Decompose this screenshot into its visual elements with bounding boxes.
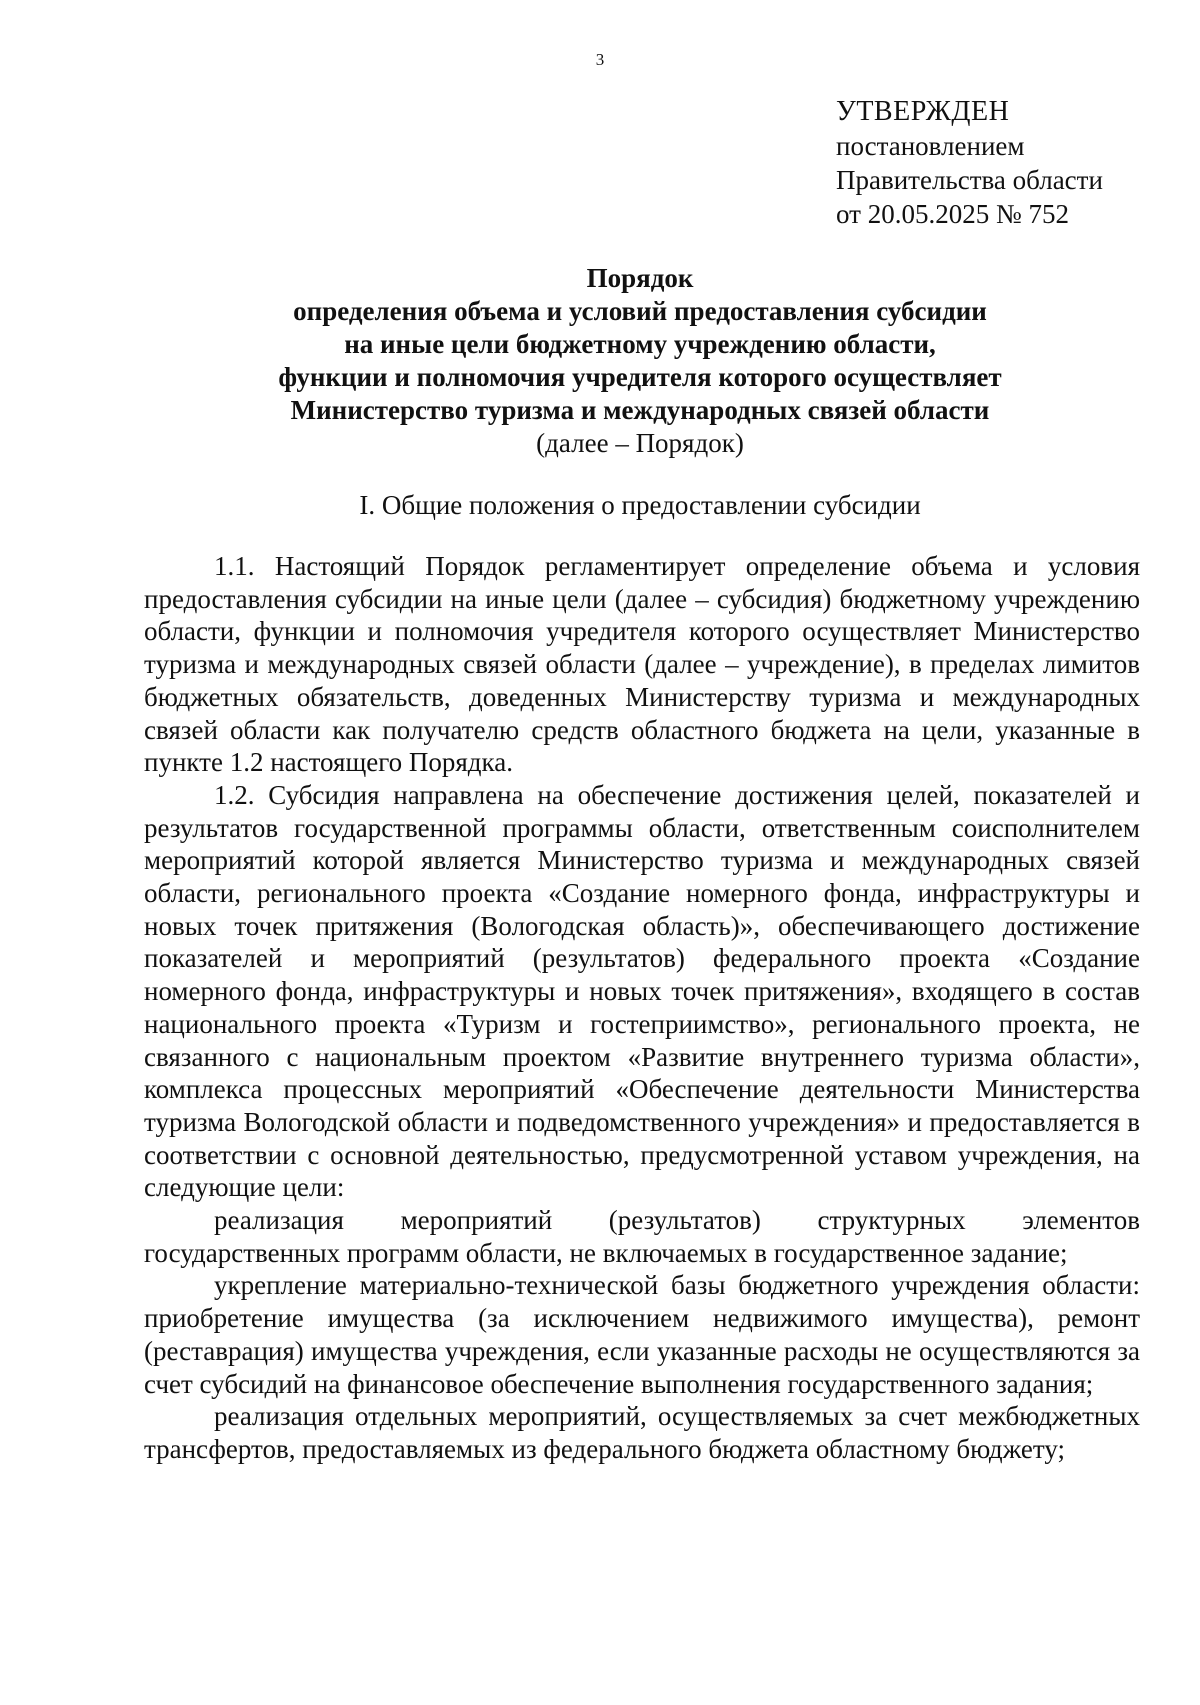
- title-line-6: (далее – Порядок): [536, 428, 744, 458]
- section-heading: I. Общие положения о предоставлении субсидии: [359, 490, 921, 520]
- title-line-1: Порядок: [586, 263, 694, 293]
- title-line-3: на иные цели бюджетному учреждению области,: [344, 329, 936, 359]
- page-number: 3: [595, 50, 605, 69]
- paragraph-goal-3: реализация отдельных мероприятий, осуществляемых за счет межбюджетных трансфертов, предоставляемых из федерального бюджета областному бюджету;: [144, 1401, 1140, 1464]
- approval-line-2: Правительства области: [836, 165, 1103, 195]
- approved-label: УТВЕРЖДЕН: [836, 96, 1010, 127]
- title-line-4: функции и полномочия учредителя которого осуществляет: [278, 362, 1002, 392]
- paragraph-goal-1: реализация мероприятий (результатов) структурных элементов государственных программ области, не включаемых в государственное задание;: [144, 1205, 1140, 1268]
- document-title: [140, 262, 1140, 460]
- approval-line-1: постановлением: [836, 131, 1025, 161]
- document-body: [144, 550, 1140, 1466]
- approval-stamp: [836, 95, 1166, 231]
- paragraph-goal-2: укрепление материально-технической базы бюджетного учреждения области: приобретение имущества (за исключением недвижимого имущества), ремонт (реставрация) имущества учреждения, если указанные расходы не осуществляются за счет субсидий на финансовое обеспечение выполнения государственного задания;: [144, 1270, 1140, 1399]
- title-line-2: определения объема и условий предоставления субсидии: [293, 296, 987, 326]
- approval-line-3: от 20.05.2025 № 752: [836, 199, 1069, 229]
- title-line-5: Министерство туризма и международных связей области: [290, 395, 990, 425]
- paragraph-1-1: 1.1. Настоящий Порядок регламентирует определение объема и условия предоставления субсидии на иные цели (далее – субсидия) бюджетному учреждению области, функции и полномочия учредителя которого осуществляет Министерство туризма и международных связей области (далее – учреждение), в пределах лимитов бюджетных обязательств, доведенных Министерству туризма и международных связей области как получателю средств областного бюджета на цели, указанные в пункте 1.2 настоящего Порядка.: [144, 551, 1140, 778]
- paragraph-1-2: 1.2. Субсидия направлена на обеспечение достижения целей, показателей и результатов государственной программы области, ответственным соисполнителем мероприятий которой является Министерство туризма и международных связей области, регионального проекта «Создание номерного фонда, инфраструктуры и новых точек притяжения (Вологодская область)», обеспечивающего достижение показателей и мероприятий (результатов) федерального проекта «Создание номерного фонда, инфраструктуры и новых точек притяжения», входящего в состав национального проекта «Туризм и гостеприимство», регионального проекта, не связанного с национальным проектом «Развитие внутреннего туризма области», комплекса процессных мероприятий «Обеспечение деятельности Министерства туризма Вологодской области и подведомственного учреждения» и предоставляется в соответствии с основной деятельностью, предусмотренной уставом учреждения, на следующие цели:: [144, 779, 1140, 1203]
